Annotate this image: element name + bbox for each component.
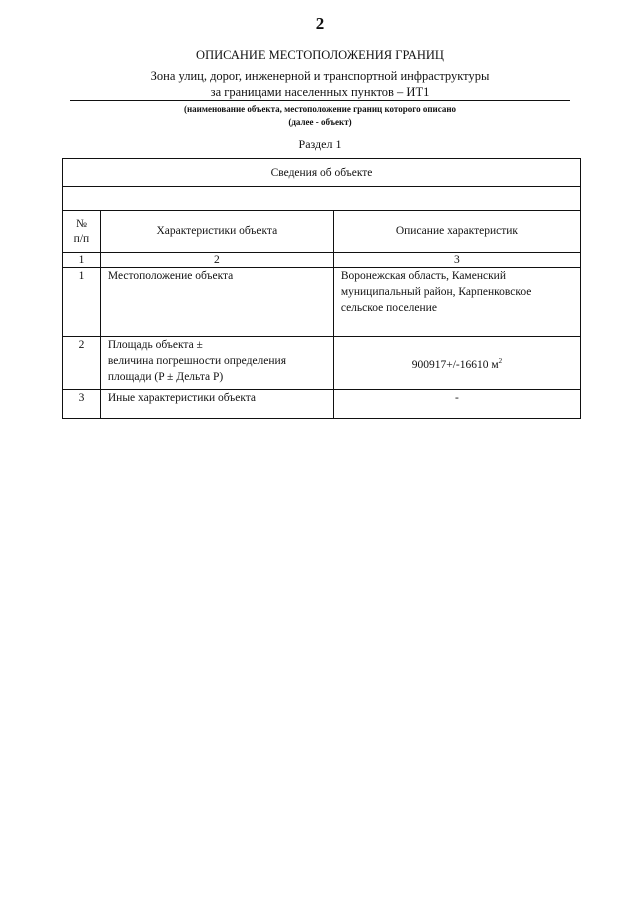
table-row (63, 268, 581, 337)
row-number: 2 (63, 337, 101, 390)
caption-line-2: (далее - объект) (288, 117, 352, 127)
column-header-characteristics: Характеристики объекта (100, 211, 333, 253)
row-characteristic (100, 268, 333, 337)
document-title: ОПИСАНИЕ МЕСТОПОЛОЖЕНИЯ ГРАНИЦ (196, 48, 444, 62)
document-caption (0, 103, 640, 129)
table-column-header-row (63, 211, 581, 253)
title-underline (70, 100, 570, 101)
area-value: 900917+/-16610 м (411, 358, 499, 371)
table-empty-cell (63, 187, 581, 211)
row-description (333, 337, 580, 390)
section-label: Раздел 1 (298, 137, 342, 151)
subtitle-line-1: Зона улиц, дорог, инженерной и транспортной инфраструктуры (150, 69, 490, 83)
row-description: - (333, 390, 580, 419)
column-number-1: 1 (63, 253, 101, 268)
row-number: 3 (63, 390, 101, 419)
table-empty-row (63, 187, 581, 211)
row-characteristic-line: Местоположение объекта (107, 270, 234, 282)
row-characteristic (100, 337, 333, 390)
column-number-2: 2 (100, 253, 333, 268)
column-header-description: Описание характеристик (333, 211, 580, 253)
page-number: 2 (315, 14, 325, 33)
row-description-line: Воронежская область, Каменский (340, 270, 506, 282)
row-characteristic (100, 390, 333, 419)
row-description-line: муниципальный район, Карпенковское (340, 286, 532, 298)
table-row (63, 337, 581, 390)
table-column-number-row (63, 253, 581, 268)
column-header-number-line-2: п/п (73, 232, 90, 245)
row-description-line: сельское поселение (340, 302, 437, 314)
column-header-number-line-1: № (75, 217, 87, 230)
table-heading: Сведения об объекте (63, 159, 581, 187)
caption-line-1: (наименование объекта, местоположение границ которого описано (183, 104, 457, 114)
row-number: 1 (63, 268, 101, 337)
subtitle-line-2: за границами населенных пунктов – ИТ1 (210, 85, 430, 99)
row-characteristic-line: величина погрешности определения (107, 355, 286, 367)
column-number-3: 3 (333, 253, 580, 268)
row-description (333, 268, 580, 337)
document-subtitle (0, 68, 640, 100)
row-characteristic-line: площади (P ± Дельта P) (107, 371, 224, 383)
object-info-table (62, 158, 581, 419)
row-characteristic-line: Иные характеристики объекта (107, 392, 257, 404)
table-heading-row (63, 159, 581, 187)
area-unit-exponent: 2 (498, 357, 503, 366)
row-characteristic-line: Площадь объекта ± (107, 339, 203, 351)
table-row (63, 390, 581, 419)
column-header-number (63, 211, 101, 253)
